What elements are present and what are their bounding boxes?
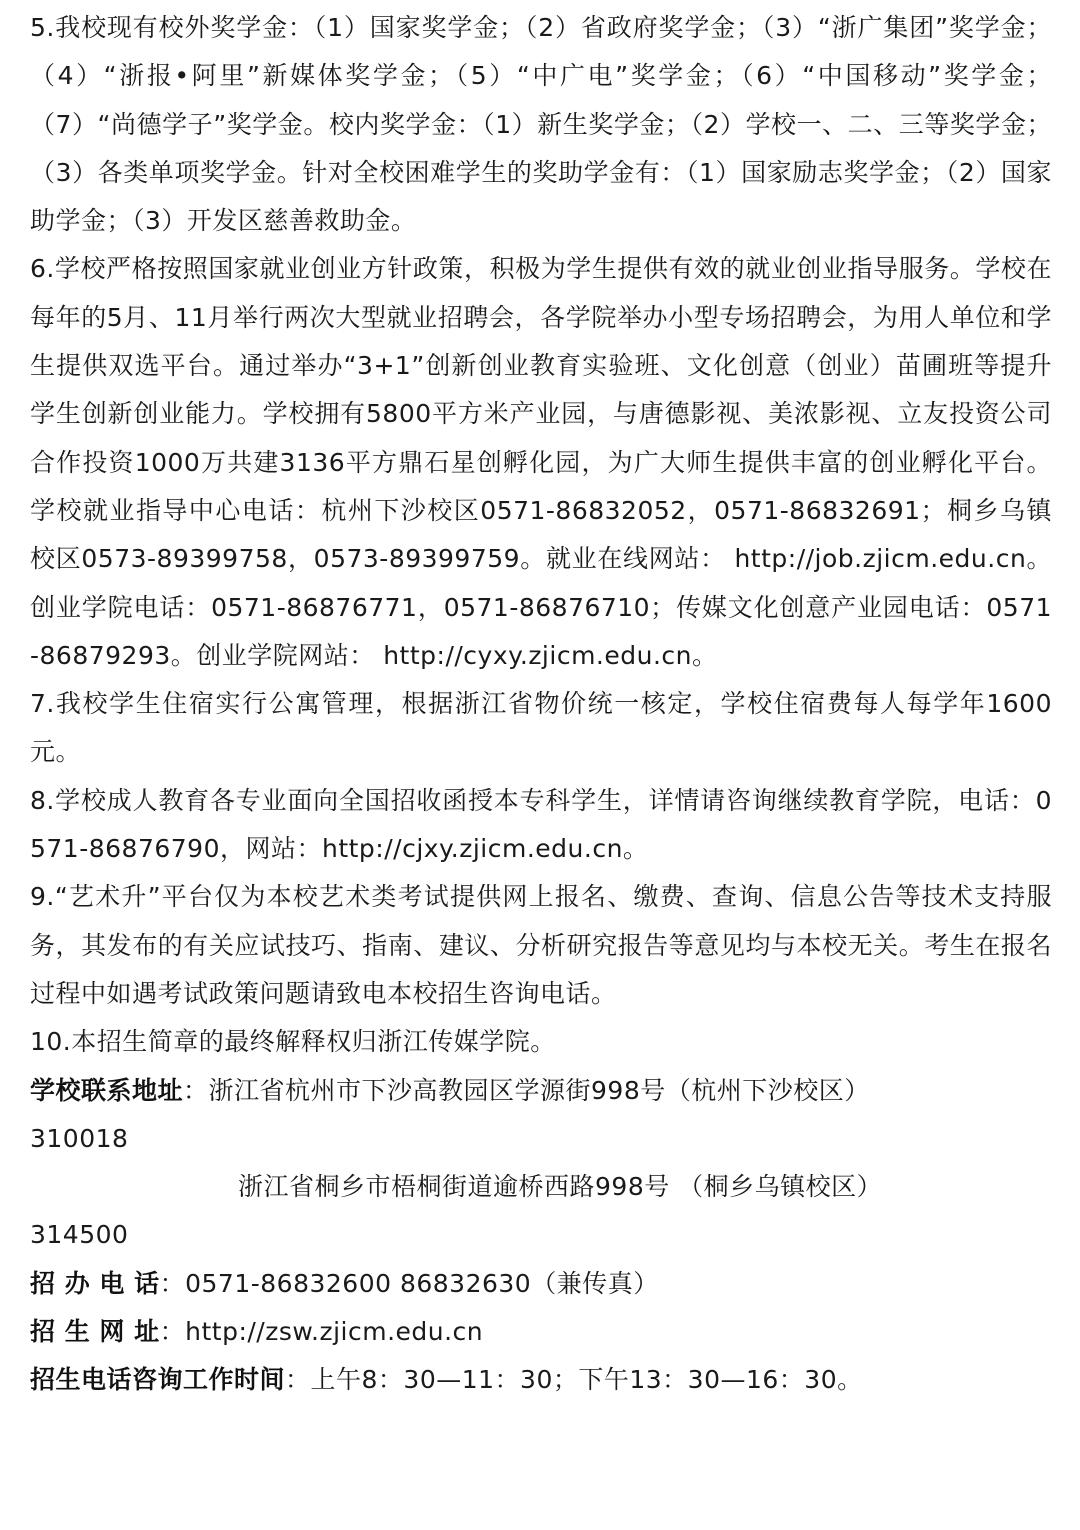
address-xiasha: ：浙江省杭州市下沙高教园区学源街998号（杭州下沙校区）	[183, 1075, 870, 1105]
address-xiasha-line	[30, 1067, 1052, 1115]
paragraph-housing: 7.我校学生住宿实行公寓管理，根据浙江省物价统一核定，学校住宿费每人每学年1600元。	[30, 689, 1052, 767]
phone-label: 招 办 电 话	[30, 1268, 160, 1298]
hours-line	[30, 1356, 1052, 1404]
address-wuzhen: 浙江省桐乡市梧桐街道逾桥西路998号 （桐乡乌镇校区）	[238, 1172, 883, 1202]
website-line	[30, 1308, 1052, 1356]
paragraph-adult-education: 8.学校成人教育各专业面向全国招收函授本专科学生，详情请咨询继续教育学院，电话：0571-86876790，网站：http://cjxy.zjicm.edu.cn。	[30, 785, 1052, 864]
website-label: 招 生 网 址	[30, 1317, 160, 1347]
address-wuzhen-line	[30, 1163, 1052, 1211]
admissions-document	[30, 4, 1052, 1405]
phone-value: ：0571-86832600 86832630（兼传真）	[159, 1268, 659, 1298]
paragraph-platform: 9.“艺术升”平台仅为本校艺术类考试提供网上报名、缴费、查询、信息公告等技术支持服务，其发布的有关应试技巧、指南、建议、分析研究报告等意见均与本校无关。考生在报名过程中如遇考试政策问题请致电本校招生咨询电话。	[30, 882, 1052, 1008]
address-label: 学校联系地址	[30, 1075, 184, 1105]
hours-label: 招生电话咨询工作时间	[30, 1365, 286, 1395]
postcode-wuzhen: 314500	[30, 1220, 129, 1250]
hours-value: ：上午8：30—11：30；下午13：30—16：30。	[285, 1365, 863, 1395]
contact-block	[30, 1067, 1052, 1405]
paragraph-interpretation: 10.本招生简章的最终解释权归浙江传媒学院。	[30, 1027, 556, 1057]
postcode-xiasha: 310018	[30, 1123, 129, 1153]
paragraph-scholarships: 5.我校现有校外奖学金：（1）国家奖学金；（2）省政府奖学金；（3）“浙广集团”奖学金；（4）“浙报•阿里”新媒体奖学金；（5）“中广电”奖学金；（6）“中国移动”奖学金；（7）“尚德学子”奖学金。校内奖学金：（1）新生奖学金；（2）学校一、二、三等奖学金；（3）各类单项奖学金。针对全校困难学生的奖助学金有：（1）国家励志奖学金；（2）国家助学金；（3）开发区慈善救助金。	[30, 13, 1052, 236]
paragraph-employment: 6.学校严格按照国家就业创业方针政策，积极为学生提供有效的就业创业指导服务。学校在每年的5月、11月举行两次大型就业招聘会，各学院举办小型专场招聘会，为用人单位和学生提供双选平台。通过举办“3+1”创新创业教育实验班、文化创意（创业）苗圃班等提升学生创新创业能力。学校拥有5800平方米产业园，与唐德影视、美浓影视、立友投资公司合作投资1000万共建3136平方鼎石星创孵化园，为广大师生提供丰富的创业孵化平台。学校就业指导中心电话：杭州下沙校区0571-86832052，0571-86832691；桐乡乌镇校区0573-89399758，0573-89399759。就业在线网站： http://job.zjicm.edu.cn。创业学院电话：0571-86876771，0571-86876710；传媒文化创意产业园电话：0571-86879293。创业学院网站： http://cyxy.zjicm.edu.cn。	[30, 254, 1052, 670]
website-link[interactable]: ：http://zsw.zjicm.edu.cn	[159, 1317, 484, 1347]
phone-line	[30, 1260, 1052, 1308]
